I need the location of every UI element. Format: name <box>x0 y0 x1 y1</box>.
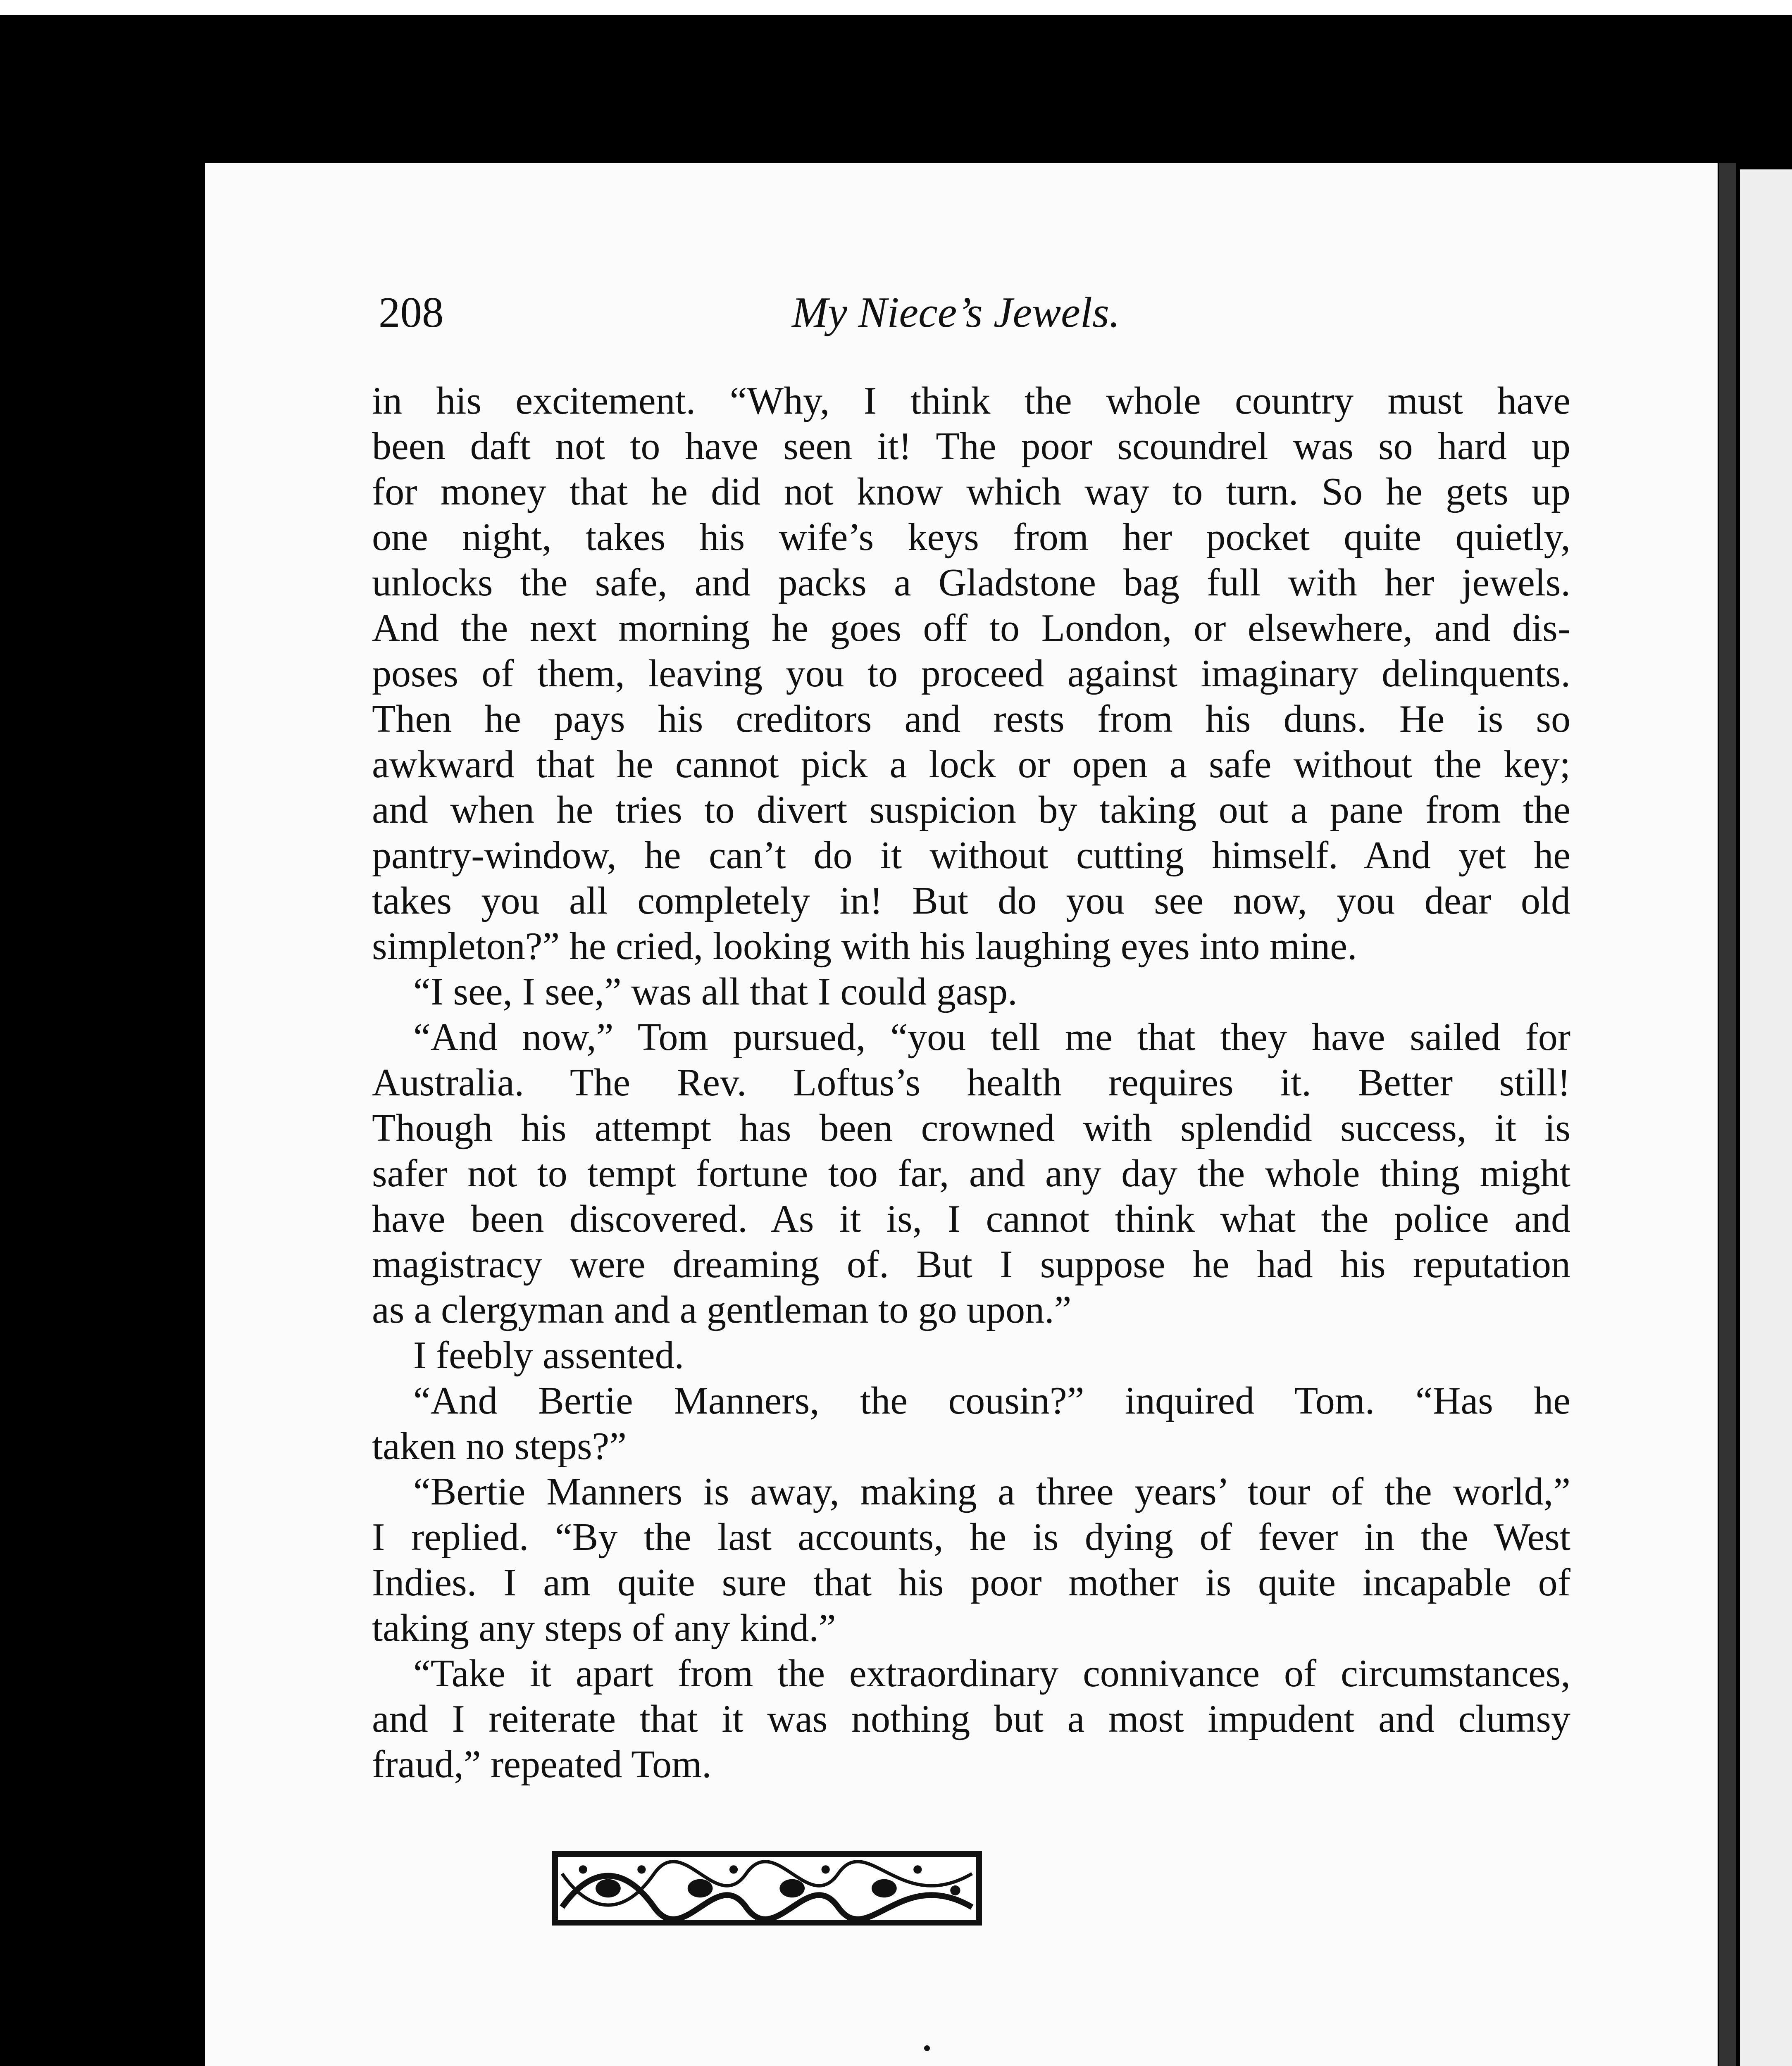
text-line: “I see, I see,” was all that I could gasp. <box>413 970 1018 1013</box>
text-line: fraud,” repeated Tom. <box>372 1743 712 1786</box>
text-line: and I reiterate that it was nothing but a most impudent and clumsy <box>372 1697 1570 1740</box>
text-line: “Take it apart from the extraordinary connivance of circumstances, <box>413 1652 1570 1695</box>
text-line: I replied. “By the last accounts, he is dying of fever in the West <box>372 1516 1570 1559</box>
facing-page-edge <box>1740 169 1792 2066</box>
text-line: Then he pays his creditors and rests from his duns. He is so <box>372 697 1570 740</box>
text-line: safer not to tempt fortune too far, and any day the whole thing might <box>372 1152 1570 1195</box>
text-line: for money that he did not know which way to turn. So he gets up <box>372 470 1570 513</box>
text-line: unlocks the safe, and packs a Gladstone bag full with her jewels. <box>372 561 1570 604</box>
page-header <box>379 287 1412 353</box>
text-line: awkward that he cannot pick a lock or open a safe without the key; <box>372 743 1570 786</box>
text-line: I feebly assented. <box>413 1334 684 1377</box>
text-line: taking any steps of any kind.” <box>372 1607 836 1649</box>
body-text <box>372 378 1570 1787</box>
text-line: taken no steps?” <box>372 1425 627 1468</box>
text-line: And the next morning he goes off to London, or elsewhere, and dis- <box>372 607 1570 650</box>
top-edge-strip <box>0 0 1792 15</box>
page-gutter <box>1719 163 1736 2066</box>
text-line: one night, takes his wife’s keys from her pocket quite quietly, <box>372 516 1570 559</box>
text-line: been daft not to have seen it! The poor scoundrel was so hard up <box>372 425 1570 468</box>
text-line: have been discovered. As it is, I cannot think what the police and <box>372 1197 1570 1240</box>
text-line: pantry-window, he can’t do it without cutting himself. And yet he <box>372 834 1570 877</box>
floral-ornament-icon <box>552 1851 982 1926</box>
text-line: poses of them, leaving you to proceed against imaginary delinquents. <box>372 652 1570 695</box>
text-line: simpleton?” he cried, looking with his laughing eyes into mine. <box>372 925 1357 968</box>
running-title: My Niece’s Jewels. <box>792 288 1120 336</box>
text-line: “And now,” Tom pursued, “you tell me that they have sailed for <box>413 1016 1570 1059</box>
book-page <box>205 163 1718 2066</box>
text-line: in his excitement. “Why, I think the whole country must have <box>372 379 1570 422</box>
text-line: Australia. The Rev. Loftus’s health requires it. Better still! <box>372 1061 1570 1104</box>
page-number: 208 <box>379 288 444 336</box>
text-line: and when he tries to divert suspicion by taking out a pane from the <box>372 788 1570 831</box>
text-line: as a clergyman and a gentleman to go upon.” <box>372 1288 1072 1331</box>
text-line: takes you all completely in! But do you see now, you dear old <box>372 879 1570 922</box>
text-line: “And Bertie Manners, the cousin?” inquired Tom. “Has he <box>413 1379 1570 1422</box>
text-line: Though his attempt has been crowned with splendid success, it is <box>372 1107 1570 1150</box>
ink-dot <box>924 2045 930 2051</box>
text-line: “Bertie Manners is away, making a three years’ tour of the world,” <box>413 1470 1570 1513</box>
text-line: magistracy were dreaming of. But I suppose he had his reputation <box>372 1243 1570 1286</box>
text-line: Indies. I am quite sure that his poor mother is quite incapable of <box>372 1561 1570 1604</box>
